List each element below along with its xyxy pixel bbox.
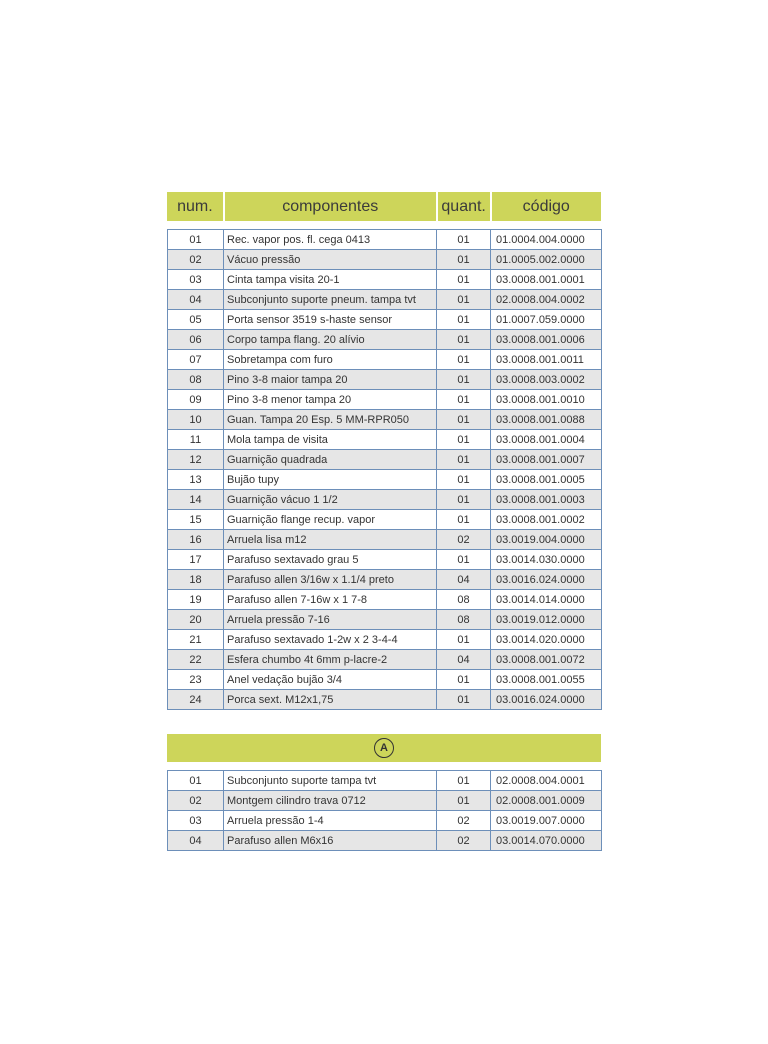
row-quantity: 01 [437, 410, 491, 430]
row-component: Subconjunto suporte pneum. tampa tvt [224, 290, 437, 310]
row-num: 07 [168, 350, 224, 370]
row-num: 24 [168, 690, 224, 710]
row-code: 01.0004.004.0000 [491, 230, 602, 250]
row-num: 09 [168, 390, 224, 410]
table-row [168, 410, 602, 430]
row-quantity: 01 [437, 490, 491, 510]
table-row [168, 230, 602, 250]
row-code: 03.0008.001.0011 [491, 350, 602, 370]
table-row [168, 670, 602, 690]
row-quantity: 01 [437, 370, 491, 390]
row-code: 03.0008.001.0055 [491, 670, 602, 690]
header-quant: quant. [438, 192, 490, 221]
row-quantity: 01 [437, 330, 491, 350]
row-code: 02.0008.001.0009 [491, 791, 602, 811]
row-quantity: 01 [437, 310, 491, 330]
row-code: 01.0007.059.0000 [491, 310, 602, 330]
row-quantity: 01 [437, 230, 491, 250]
row-num: 12 [168, 450, 224, 470]
row-component: Rec. vapor pos. fl. cega 0413 [224, 230, 437, 250]
row-quantity: 01 [437, 670, 491, 690]
row-num: 02 [168, 791, 224, 811]
row-num: 15 [168, 510, 224, 530]
row-num: 21 [168, 630, 224, 650]
row-code: 03.0008.001.0006 [491, 330, 602, 350]
table-row [168, 650, 602, 670]
row-component: Parafuso allen 3/16w x 1.1/4 preto [224, 570, 437, 590]
table-row [168, 570, 602, 590]
table-row [168, 811, 602, 831]
table-row [168, 390, 602, 410]
row-code: 03.0008.003.0002 [491, 370, 602, 390]
row-component: Esfera chumbo 4t 6mm p-lacre-2 [224, 650, 437, 670]
row-component: Pino 3-8 menor tampa 20 [224, 390, 437, 410]
row-component: Porca sext. M12x1,75 [224, 690, 437, 710]
row-component: Porta sensor 3519 s-haste sensor [224, 310, 437, 330]
row-quantity: 01 [437, 690, 491, 710]
table-row [168, 530, 602, 550]
row-num: 05 [168, 310, 224, 330]
row-component: Guan. Tampa 20 Esp. 5 MM-RPR050 [224, 410, 437, 430]
row-num: 02 [168, 250, 224, 270]
row-component: Guarnição quadrada [224, 450, 437, 470]
row-quantity: 01 [437, 550, 491, 570]
table-row [168, 450, 602, 470]
row-code: 03.0008.001.0001 [491, 270, 602, 290]
row-num: 01 [168, 230, 224, 250]
row-component: Arruela lisa m12 [224, 530, 437, 550]
row-num: 06 [168, 330, 224, 350]
table-row [168, 771, 602, 791]
table-row [168, 470, 602, 490]
table-row [168, 310, 602, 330]
row-num: 16 [168, 530, 224, 550]
row-quantity: 02 [437, 831, 491, 851]
row-num: 10 [168, 410, 224, 430]
row-num: 04 [168, 831, 224, 851]
table-row [168, 791, 602, 811]
row-code: 03.0008.001.0010 [491, 390, 602, 410]
table-header [167, 192, 601, 221]
row-code: 03.0016.024.0000 [491, 570, 602, 590]
row-quantity: 01 [437, 430, 491, 450]
row-component: Parafuso sextavado 1-2w x 2 3-4-4 [224, 630, 437, 650]
subassembly-table [167, 770, 602, 851]
row-component: Arruela pressão 1-4 [224, 811, 437, 831]
section-a-bar [167, 734, 601, 762]
row-quantity: 08 [437, 590, 491, 610]
row-component: Arruela pressão 7-16 [224, 610, 437, 630]
row-component: Subconjunto suporte tampa tvt [224, 771, 437, 791]
row-code: 03.0016.024.0000 [491, 690, 602, 710]
row-num: 23 [168, 670, 224, 690]
row-quantity: 08 [437, 610, 491, 630]
row-code: 03.0008.001.0004 [491, 430, 602, 450]
table-row [168, 610, 602, 630]
section-badge: A [374, 738, 394, 758]
row-code: 03.0008.001.0088 [491, 410, 602, 430]
row-code: 03.0008.001.0007 [491, 450, 602, 470]
row-component: Guarnição vácuo 1 1/2 [224, 490, 437, 510]
row-num: 22 [168, 650, 224, 670]
row-component: Bujão tupy [224, 470, 437, 490]
row-code: 03.0014.020.0000 [491, 630, 602, 650]
row-quantity: 04 [437, 650, 491, 670]
table-row [168, 590, 602, 610]
row-quantity: 01 [437, 390, 491, 410]
row-num: 03 [168, 270, 224, 290]
row-code: 03.0014.070.0000 [491, 831, 602, 851]
row-code: 03.0008.001.0072 [491, 650, 602, 670]
row-quantity: 01 [437, 450, 491, 470]
header-componentes: componentes [225, 192, 436, 221]
row-component: Sobretampa com furo [224, 350, 437, 370]
row-code: 02.0008.004.0002 [491, 290, 602, 310]
row-num: 19 [168, 590, 224, 610]
row-num: 11 [168, 430, 224, 450]
row-num: 20 [168, 610, 224, 630]
row-quantity: 02 [437, 811, 491, 831]
row-component: Anel vedação bujão 3/4 [224, 670, 437, 690]
row-component: Cinta tampa visita 20-1 [224, 270, 437, 290]
row-num: 17 [168, 550, 224, 570]
row-component: Parafuso sextavado grau 5 [224, 550, 437, 570]
row-quantity: 01 [437, 250, 491, 270]
row-code: 03.0019.007.0000 [491, 811, 602, 831]
table-row [168, 831, 602, 851]
row-code: 03.0019.004.0000 [491, 530, 602, 550]
row-code: 03.0008.001.0005 [491, 470, 602, 490]
row-code: 03.0019.012.0000 [491, 610, 602, 630]
row-component: Mola tampa de visita [224, 430, 437, 450]
table-row [168, 350, 602, 370]
header-num: num. [167, 192, 223, 221]
row-num: 08 [168, 370, 224, 390]
row-component: Montgem cilindro trava 0712 [224, 791, 437, 811]
row-code: 03.0014.030.0000 [491, 550, 602, 570]
row-quantity: 01 [437, 791, 491, 811]
row-component: Corpo tampa flang. 20 alívio [224, 330, 437, 350]
row-code: 02.0008.004.0001 [491, 771, 602, 791]
table-row [168, 270, 602, 290]
table-row [168, 630, 602, 650]
row-quantity: 01 [437, 470, 491, 490]
row-quantity: 01 [437, 270, 491, 290]
row-num: 04 [168, 290, 224, 310]
header-codigo: código [492, 192, 601, 221]
row-component: Parafuso allen 7-16w x 1 7-8 [224, 590, 437, 610]
row-num: 13 [168, 470, 224, 490]
table-row [168, 690, 602, 710]
table-row [168, 370, 602, 390]
table-row [168, 250, 602, 270]
row-num: 14 [168, 490, 224, 510]
table-row [168, 430, 602, 450]
row-component: Guarnição flange recup. vapor [224, 510, 437, 530]
table-row [168, 490, 602, 510]
row-code: 03.0008.001.0003 [491, 490, 602, 510]
row-component: Pino 3-8 maior tampa 20 [224, 370, 437, 390]
row-code: 03.0014.014.0000 [491, 590, 602, 610]
row-component: Parafuso allen M6x16 [224, 831, 437, 851]
table-row [168, 550, 602, 570]
components-table [167, 229, 602, 710]
row-code: 03.0008.001.0002 [491, 510, 602, 530]
row-num: 18 [168, 570, 224, 590]
row-quantity: 04 [437, 570, 491, 590]
row-component: Vácuo pressão [224, 250, 437, 270]
row-quantity: 01 [437, 350, 491, 370]
row-num: 01 [168, 771, 224, 791]
row-quantity: 01 [437, 771, 491, 791]
row-quantity: 01 [437, 290, 491, 310]
table-row [168, 330, 602, 350]
row-quantity: 01 [437, 630, 491, 650]
table-row [168, 290, 602, 310]
row-num: 03 [168, 811, 224, 831]
row-quantity: 02 [437, 530, 491, 550]
table-row [168, 510, 602, 530]
row-code: 01.0005.002.0000 [491, 250, 602, 270]
row-quantity: 01 [437, 510, 491, 530]
